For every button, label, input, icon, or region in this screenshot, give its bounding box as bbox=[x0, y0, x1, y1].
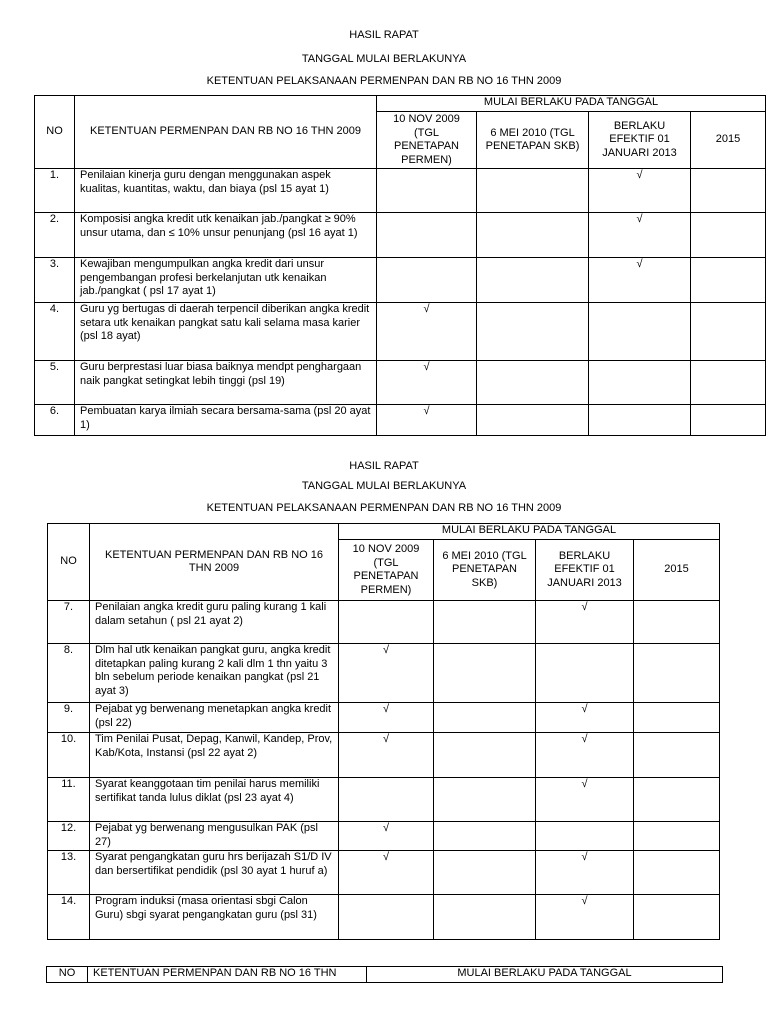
row-number: 1. bbox=[35, 169, 75, 213]
check-cell bbox=[377, 258, 477, 303]
heading-line: KETENTUAN PELAKSANAAN PERMENPAN DAN RB NO 16 THN 2009 bbox=[206, 502, 562, 514]
row-text: Komposisi angka kredit utk kenaikan jab./pangkat ≥ 90% unsur utama, dan ≤ 10% unsur penunjang (psl 16 ayat 1) bbox=[75, 213, 377, 258]
check-cell bbox=[477, 258, 589, 303]
check-cell: √ bbox=[339, 644, 434, 703]
row-number: 4. bbox=[35, 303, 75, 361]
check-cell bbox=[691, 258, 766, 303]
check-cell bbox=[434, 778, 536, 822]
check-cell bbox=[691, 303, 766, 361]
table-1 bbox=[34, 95, 766, 436]
table-row bbox=[48, 733, 720, 778]
check-cell bbox=[634, 644, 720, 703]
col-header-group: MULAI BERLAKU PADA TANGGAL bbox=[377, 96, 766, 112]
row-text: Pejabat yg berwenang menetapkan angka kredit (psl 22) bbox=[90, 703, 339, 733]
check-cell bbox=[691, 361, 766, 405]
check-cell bbox=[377, 213, 477, 258]
table-row bbox=[48, 601, 720, 644]
check-cell bbox=[477, 169, 589, 213]
check-cell bbox=[339, 895, 434, 940]
col-header-2013: BERLAKU EFEKTIF 01 JANUARI 2013 bbox=[589, 112, 691, 169]
check-cell bbox=[634, 733, 720, 778]
col-header-no: NO bbox=[35, 96, 75, 169]
row-number: 11. bbox=[48, 778, 90, 822]
check-cell: √ bbox=[536, 733, 634, 778]
check-cell bbox=[536, 644, 634, 703]
col-header-group: MULAI BERLAKU PADA TANGGAL bbox=[367, 967, 723, 983]
row-text: Penilaian kinerja guru dengan menggunakan aspek kualitas, kuantitas, waktu, dan biaya (psl 15 ayat 1) bbox=[75, 169, 377, 213]
row-number: 8. bbox=[48, 644, 90, 703]
col-header-2015: 2015 bbox=[691, 112, 766, 169]
check-cell bbox=[434, 822, 536, 851]
heading-2 bbox=[0, 460, 768, 515]
table-row bbox=[48, 895, 720, 940]
check-cell bbox=[477, 361, 589, 405]
row-number: 5. bbox=[35, 361, 75, 405]
col-header-2013: BERLAKU EFEKTIF 01 JANUARI 2013 bbox=[536, 540, 634, 601]
row-text: Dlm hal utk kenaikan pangkat guru, angka kredit ditetapkan paling kurang 2 kali dlm 1 thn yaitu 3 bln sebelum periode kenaikan pangkat (psl 21 ayat 3) bbox=[90, 644, 339, 703]
check-cell: √ bbox=[339, 822, 434, 851]
check-cell bbox=[634, 601, 720, 644]
heading-line: HASIL RAPAT bbox=[349, 460, 419, 472]
row-number: 2. bbox=[35, 213, 75, 258]
check-cell: √ bbox=[536, 778, 634, 822]
table-row bbox=[48, 822, 720, 851]
check-cell bbox=[589, 303, 691, 361]
check-cell bbox=[536, 822, 634, 851]
check-cell bbox=[434, 601, 536, 644]
check-cell: √ bbox=[339, 851, 434, 895]
col-header-ketentuan: KETENTUAN PERMENPAN DAN RB NO 16 THN 2009 bbox=[75, 96, 377, 169]
check-cell: √ bbox=[377, 303, 477, 361]
heading-line: HASIL RAPAT bbox=[349, 29, 419, 41]
col-header-group: MULAI BERLAKU PADA TANGGAL bbox=[339, 524, 720, 540]
col-header-no: NO bbox=[48, 524, 90, 601]
table-row bbox=[35, 361, 766, 405]
table-row bbox=[35, 303, 766, 361]
check-cell bbox=[634, 822, 720, 851]
check-cell: √ bbox=[339, 733, 434, 778]
row-text: Tim Penilai Pusat, Depag, Kanwil, Kandep, Prov, Kab/Kota, Instansi (psl 22 ayat 2) bbox=[90, 733, 339, 778]
check-cell bbox=[477, 303, 589, 361]
check-cell bbox=[691, 405, 766, 436]
check-cell: √ bbox=[589, 169, 691, 213]
table-row bbox=[35, 258, 766, 303]
check-cell bbox=[339, 601, 434, 644]
table-2 bbox=[47, 523, 720, 940]
check-cell bbox=[377, 169, 477, 213]
check-cell bbox=[434, 644, 536, 703]
check-cell bbox=[434, 851, 536, 895]
col-header-ketentuan: KETENTUAN PERMENPAN DAN RB NO 16 THN 2009 bbox=[90, 524, 339, 601]
check-cell bbox=[634, 703, 720, 733]
row-text: Pejabat yg berwenang mengusulkan PAK (psl 27) bbox=[90, 822, 339, 851]
check-cell: √ bbox=[589, 258, 691, 303]
check-cell bbox=[339, 778, 434, 822]
row-number: 12. bbox=[48, 822, 90, 851]
table-row bbox=[48, 644, 720, 703]
check-cell: √ bbox=[536, 703, 634, 733]
heading-1 bbox=[0, 29, 768, 88]
check-cell bbox=[477, 405, 589, 436]
col-header-6mei2010: 6 MEI 2010 (TGL PENETAPAN SKB) bbox=[477, 112, 589, 169]
check-cell: √ bbox=[536, 895, 634, 940]
check-cell: √ bbox=[377, 361, 477, 405]
table-3-header bbox=[46, 966, 723, 983]
check-cell bbox=[634, 851, 720, 895]
col-header-10nov2009: 10 NOV 2009 (TGL PENETAPAN PERMEN) bbox=[377, 112, 477, 169]
table-row bbox=[35, 169, 766, 213]
check-cell: √ bbox=[339, 703, 434, 733]
row-text: Penilaian angka kredit guru paling kurang 1 kali dalam setahun ( psl 21 ayat 2) bbox=[90, 601, 339, 644]
col-header-ketentuan: KETENTUAN PERMENPAN DAN RB NO 16 THN bbox=[88, 967, 367, 983]
check-cell bbox=[589, 361, 691, 405]
heading-line: TANGGAL MULAI BERLAKUNYA bbox=[301, 53, 467, 65]
check-cell: √ bbox=[536, 601, 634, 644]
table-row bbox=[35, 213, 766, 258]
col-header-no: NO bbox=[47, 967, 88, 983]
check-cell bbox=[477, 213, 589, 258]
row-text: Guru berprestasi luar biasa baiknya mendpt penghargaan naik pangkat setingkat lebih tinggi (psl 19) bbox=[75, 361, 377, 405]
check-cell bbox=[634, 778, 720, 822]
row-number: 6. bbox=[35, 405, 75, 436]
col-header-6mei2010: 6 MEI 2010 (TGL PENETAPAN SKB) bbox=[434, 540, 536, 601]
check-cell bbox=[434, 733, 536, 778]
row-text: Kewajiban mengumpulkan angka kredit dari unsur pengembangan profesi berkelanjutan utk kenaikan jab./pangkat ( psl 17 ayat 1) bbox=[75, 258, 377, 303]
row-number: 3. bbox=[35, 258, 75, 303]
row-number: 13. bbox=[48, 851, 90, 895]
table-row bbox=[35, 405, 766, 436]
row-number: 9. bbox=[48, 703, 90, 733]
row-number: 14. bbox=[48, 895, 90, 940]
check-cell bbox=[434, 703, 536, 733]
check-cell: √ bbox=[589, 213, 691, 258]
table-row bbox=[48, 703, 720, 733]
row-text: Syarat keanggotaan tim penilai harus memiliki sertifikat tanda lulus diklat (psl 23 ayat 4) bbox=[90, 778, 339, 822]
heading-line: TANGGAL MULAI BERLAKUNYA bbox=[301, 480, 467, 492]
check-cell: √ bbox=[377, 405, 477, 436]
row-number: 7. bbox=[48, 601, 90, 644]
row-text: Syarat pengangkatan guru hrs berijazah S1/D IV dan bersertifikat pendidik (psl 30 ayat 1 huruf a) bbox=[90, 851, 339, 895]
row-number: 10. bbox=[48, 733, 90, 778]
row-text: Program induksi (masa orientasi sbgi Calon Guru) sbgi syarat pengangkatan guru (psl 31) bbox=[90, 895, 339, 940]
check-cell bbox=[589, 405, 691, 436]
table-row bbox=[48, 778, 720, 822]
col-header-10nov2009: 10 NOV 2009 (TGL PENETAPAN PERMEN) bbox=[339, 540, 434, 601]
table-row bbox=[48, 851, 720, 895]
check-cell bbox=[691, 169, 766, 213]
check-cell: √ bbox=[536, 851, 634, 895]
check-cell bbox=[434, 895, 536, 940]
heading-line: KETENTUAN PELAKSANAAN PERMENPAN DAN RB NO 16 THN 2009 bbox=[206, 75, 562, 87]
check-cell bbox=[634, 895, 720, 940]
row-text: Guru yg bertugas di daerah terpencil diberikan angka kredit setara utk kenaikan pangkat satu kali selama masa karier (psl 18 ayat) bbox=[75, 303, 377, 361]
check-cell bbox=[691, 213, 766, 258]
col-header-2015: 2015 bbox=[634, 540, 720, 601]
row-text: Pembuatan karya ilmiah secara bersama-sama (psl 20 ayat 1) bbox=[75, 405, 377, 436]
